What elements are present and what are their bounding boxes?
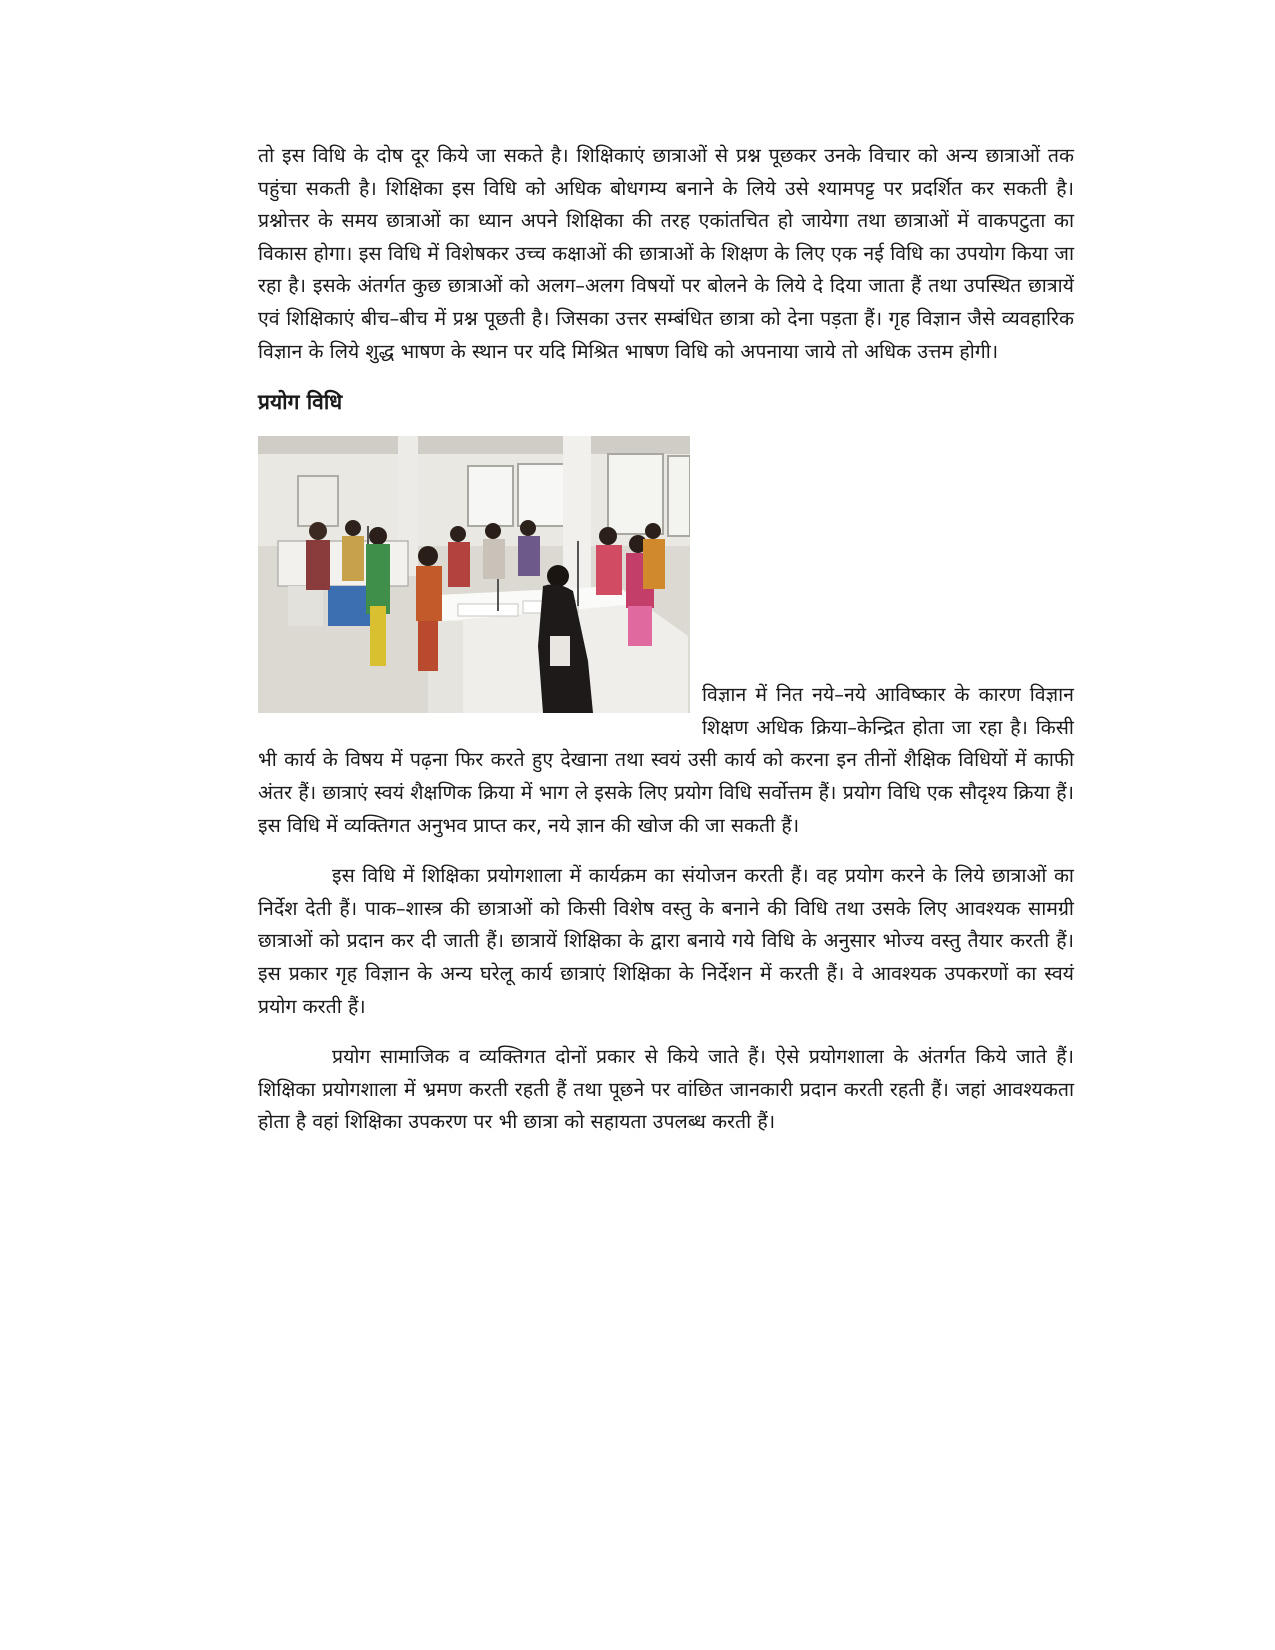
spacer: [258, 1023, 1074, 1041]
paragraph-experiment-method: विज्ञान में नित नये–नये आविष्कार के कारण विज्ञान शिक्षण अधिक क्रिया–केन्द्रित होता जा रहा है। किसी भी कार्य के विषय में पढ़ना फिर करते हुए देखाना तथा स्वयं उसी कार्य को करना इन तीनों शैक्षिक विधियों में काफी अंतर हैं। छात्राएं स्वयं शैक्षणिक क्रिया में भाग ले इसके लिए प्रयोग विधि सर्वोत्तम हैं। प्रयोग विधि एक सौदृश्य क्रिया हैं। इस विधि में व्यक्तिगत अनुभव प्राप्त कर, नये ज्ञान की खोज की जा सकती हैं।: [258, 683, 1074, 837]
figure-with-text: [258, 436, 1074, 842]
section-heading: प्रयोग विधि: [258, 390, 343, 415]
paragraph-continuation: तो इस विधि के दोष दूर किये जा सकते है। शिक्षिकाएं छात्राओं से प्रश्न पूछकर उनके विचार को अन्य छात्राओं तक पहुंचा सकती है। शिक्षिका इस विधि को अधिक बोधगम्य बनाने के लिये उसे श्यामपट्ट पर प्रदर्शित कर सकती है। प्रश्नोत्तर के समय छात्राओं का ध्यान अपने शिक्षिका की तरह एकांतचित हो जायेगा तथा छात्राओं में वाकपटुता का विकास होगा। इस विधि में विशेषकर उच्च कक्षाओं की छात्राओं के शिक्षण के लिए एक नई विधि का उपयोग किया जा रहा है। इसके अंतर्गत कुछ छात्राओं को अलग–अलग विषयों पर बोलने के लिये दे दिया जाता हैं तथा उपस्थित छात्रायें एवं शिक्षिकाएं बीच–बीच में प्रश्न पूछती है। जिसका उत्तर सम्बंधित छात्रा को देना पड़ता हैं। गृह विज्ञान जैसे व्यवहारिक विज्ञान के लिये शुद्ध भाषण के स्थान पर यदि मिश्रित भाषण विधि को अपनाया जाये तो अधिक उत्तम होगी।: [258, 144, 1074, 363]
laboratory-photo: [258, 436, 690, 713]
paragraph-lab-organisation: इस विधि में शिक्षिका प्रयोगशाला में कार्यक्रम का संयोजन करती हैं। वह प्रयोग करने के लिये छात्राओं का निर्देश देती हैं। पाक–शास्त्र की छात्राओं को किसी विशेष वस्तु के बनाने की विधि तथा उसके लिए आवश्यक सामग्री छात्राओं को प्रदान कर दी जाती हैं। छात्रायें शिक्षिका के द्वारा बनाये गये विधि के अनुसार भोज्य वस्तु तैयार करती हैं। इस प्रकार गृह विज्ञान के अन्य घरेलू कार्य छात्राएं शिक्षिका के निर्देशन में करती हैं। वे आवश्यक उपकरणों का स्वयं प्रयोग करती हैं।: [258, 864, 1074, 1018]
document-page: [258, 140, 1074, 1139]
paragraph-social-individual: प्रयोग सामाजिक व व्यक्तिगत दोनों प्रकार से किये जाते हैं। ऐसे प्रयोगशाला के अंतर्गत किये जाते हैं। शिक्षिका प्रयोगशाला में भ्रमण करती रहती हैं तथा पूछने पर वांछित जानकारी प्रदान करती रहती हैं। जहां आवश्यकता होता है वहां शिक्षिका उपकरण पर भी छात्रा को सहायता उपलब्ध करती हैं।: [258, 1045, 1074, 1134]
spacer: [258, 842, 1074, 860]
